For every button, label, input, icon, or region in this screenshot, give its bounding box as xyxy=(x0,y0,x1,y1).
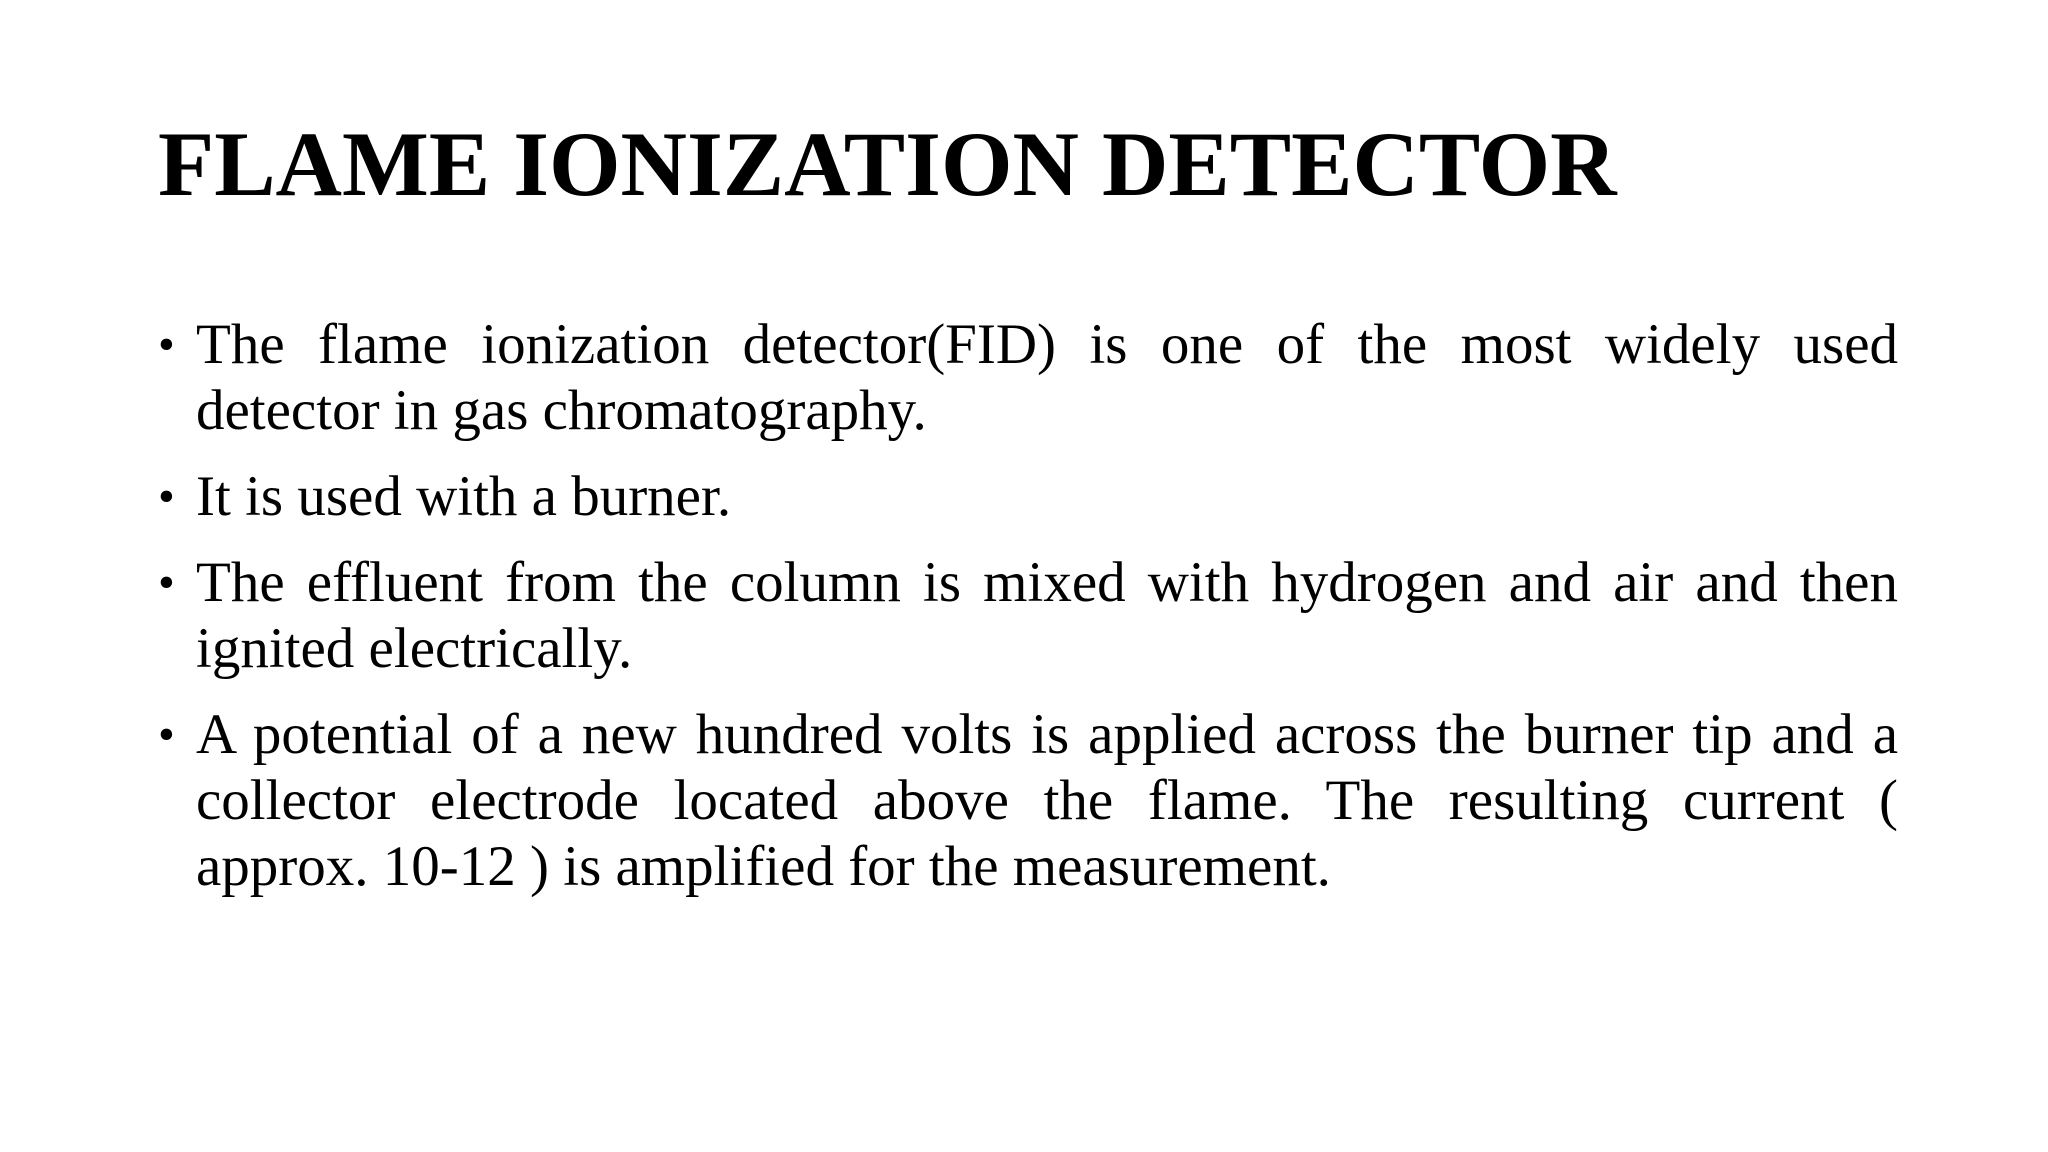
bullet-list xyxy=(158,312,1898,920)
bullet-marker: • xyxy=(158,708,175,761)
bullet-marker: • xyxy=(158,556,175,609)
bullet-text: The flame ionization detector(FID) is one of the most widely used detector in gas chromatography. xyxy=(196,313,1898,442)
slide-title: FLAME IONIZATION DETECTOR xyxy=(158,113,1617,215)
bullet-marker: • xyxy=(158,470,175,523)
bullet-text: The effluent from the column is mixed with hydrogen and air and then ignited electrically. xyxy=(196,551,1898,680)
bullet-text: A potential of a new hundred volts is applied across the burner tip and a collector electrode located above the flame. The resulting current ( approx. 10-12 ) is amplified for the measurement. xyxy=(196,703,1898,898)
bullet-item-potential xyxy=(158,702,1898,900)
bullet-item-burner xyxy=(158,464,1898,530)
bullet-item-fid-definition xyxy=(158,312,1898,444)
bullet-item-effluent xyxy=(158,550,1898,682)
bullet-text: It is used with a burner. xyxy=(196,465,732,528)
bullet-marker: • xyxy=(158,318,175,371)
